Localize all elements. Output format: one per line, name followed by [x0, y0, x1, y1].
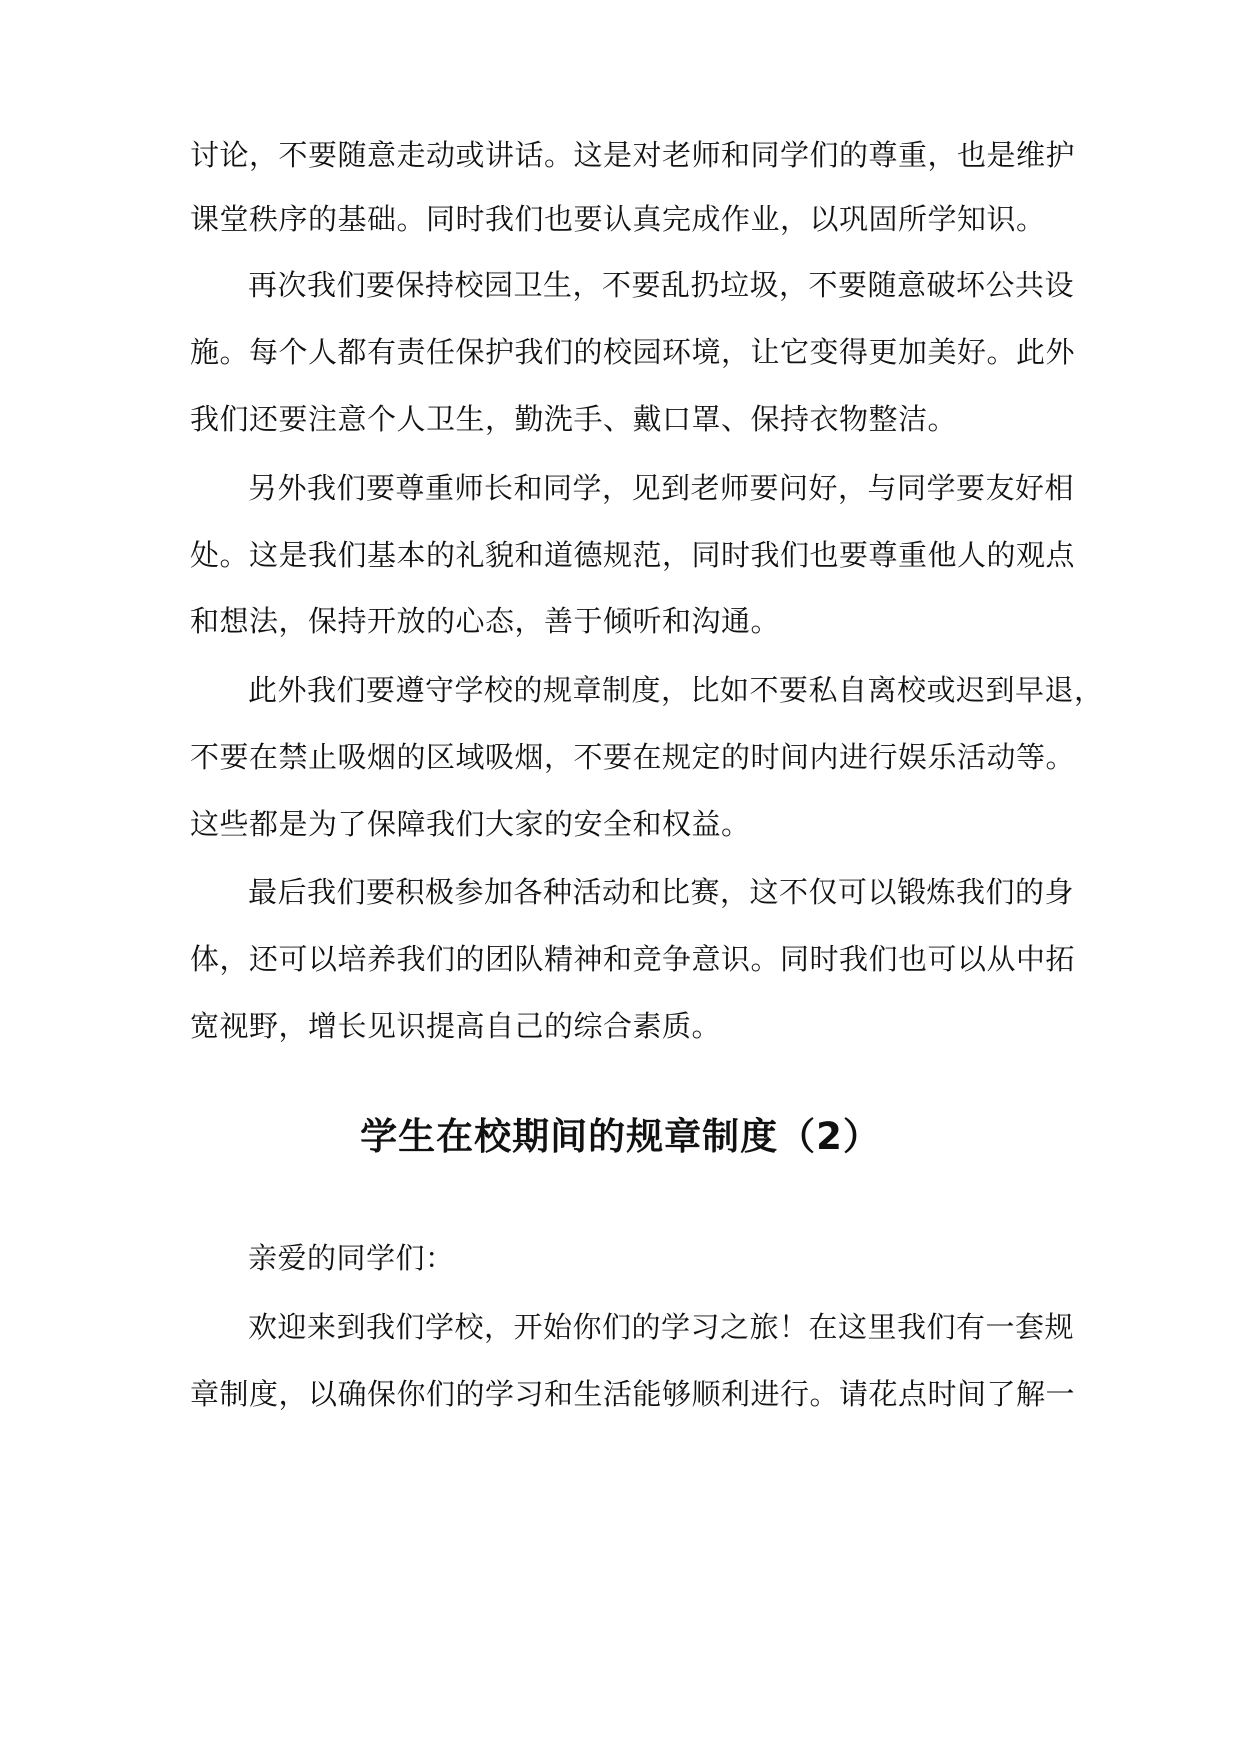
paragraph-line: 课堂秩序的基础。同时我们也要认真完成作业，以巩固所学知识。 [190, 202, 1046, 236]
section-heading: 学生在校期间的规章制度（2） [360, 1115, 881, 1158]
paragraph-line: 和想法，保持开放的心态，善于倾听和沟通。 [190, 604, 781, 638]
paragraph-line: 此外我们要遵守学校的规章制度，比如不要私自离校或迟到早退， [248, 673, 1104, 707]
paragraph-line: 最后我们要积极参加各种活动和比赛，这不仅可以锻炼我们的身 [248, 875, 1075, 909]
paragraph-line: 欢迎来到我们学校，开始你们的学习之旅！在这里我们有一套规 [248, 1310, 1075, 1344]
paragraph-line: 我们还要注意个人卫生，勤洗手、戴口罩、保持衣物整洁。 [190, 402, 958, 436]
paragraph-line: 处。这是我们基本的礼貌和道德规范，同时我们也要尊重他人的观点 [190, 538, 1076, 572]
paragraph-line: 讨论，不要随意走动或讲话。这是对老师和同学们的尊重，也是维护 [190, 138, 1076, 172]
paragraph-line: 章制度，以确保你们的学习和生活能够顺利进行。请花点时间了解一 [190, 1377, 1076, 1411]
paragraph-line: 再次我们要保持校园卫生，不要乱扔垃圾，不要随意破坏公共设 [248, 268, 1075, 302]
paragraph-line: 宽视野，增长见识提高自己的综合素质。 [190, 1009, 722, 1043]
greeting-line: 亲爱的同学们： [248, 1241, 455, 1275]
paragraph-line: 施。每个人都有责任保护我们的校园环境，让它变得更加美好。此外 [190, 335, 1076, 369]
paragraph-line: 体，还可以培养我们的团队精神和竞争意识。同时我们也可以从中拓 [190, 942, 1076, 976]
paragraph-line: 不要在禁止吸烟的区域吸烟，不要在规定的时间内进行娱乐活动等。 [190, 740, 1076, 774]
paragraph-line: 另外我们要尊重师长和同学，见到老师要问好，与同学要友好相 [248, 471, 1075, 505]
paragraph-line: 这些都是为了保障我们大家的安全和权益。 [190, 807, 751, 841]
